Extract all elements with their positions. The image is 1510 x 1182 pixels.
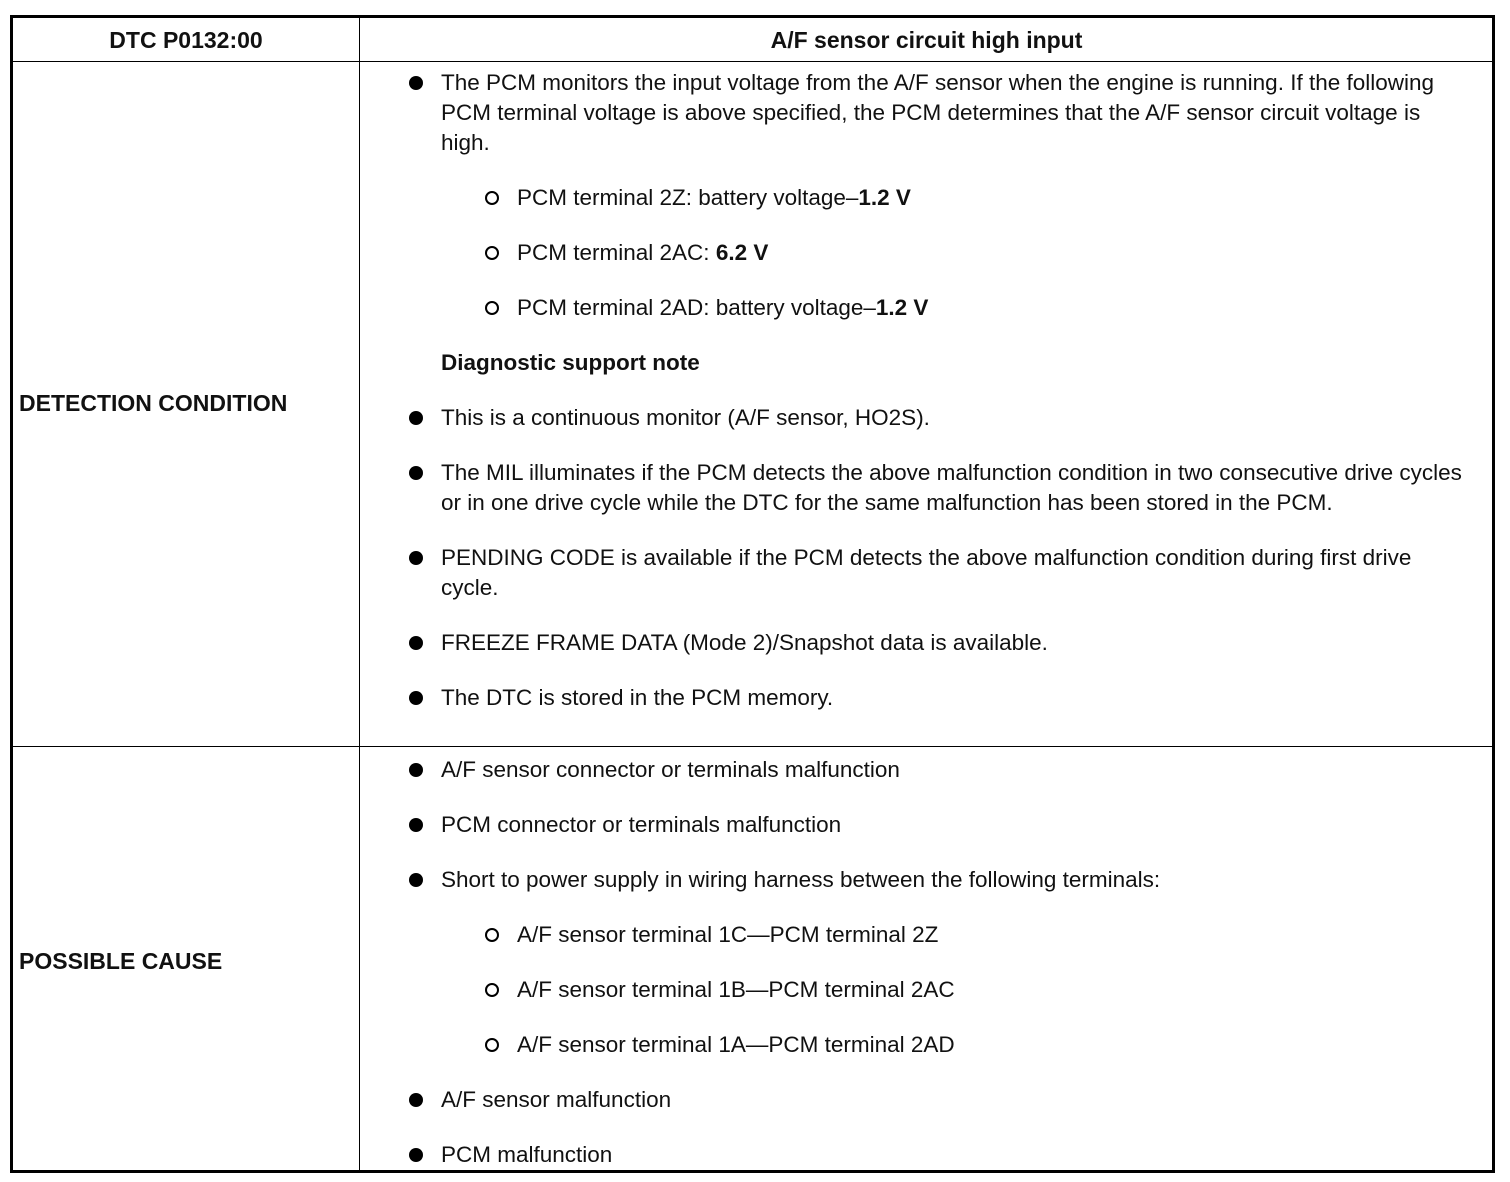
bullet-icon bbox=[409, 551, 423, 565]
bullet-icon bbox=[409, 691, 423, 705]
dtc-title: A/F sensor circuit high input bbox=[770, 27, 1083, 53]
wiring-item bbox=[361, 920, 1492, 950]
terminal-item bbox=[361, 238, 1492, 268]
terminal-value: 1.2 V bbox=[875, 295, 929, 320]
sub-bullet-icon bbox=[485, 191, 499, 205]
possible-cause-label: POSSIBLE CAUSE bbox=[19, 948, 223, 974]
sub-bullet-icon bbox=[485, 246, 499, 260]
cause-text: A/F sensor malfunction bbox=[441, 1087, 672, 1112]
bullet-icon bbox=[409, 76, 423, 90]
bullet-icon bbox=[409, 411, 423, 425]
terminal-item bbox=[361, 293, 1492, 323]
cause-item bbox=[361, 810, 1492, 840]
cause-text: PCM malfunction bbox=[441, 1142, 613, 1167]
detection-intro-text: The PCM monitors the input voltage from the A/F sensor when the engine is running. If the following PCM terminal voltage is above specified, the PCM determines that the A/F sensor circuit voltage is high. bbox=[441, 70, 1435, 155]
detection-condition-content bbox=[361, 68, 1492, 713]
sub-bullet-icon bbox=[485, 301, 499, 315]
bullet-icon bbox=[409, 466, 423, 480]
bullet-icon bbox=[409, 1148, 423, 1162]
note-item bbox=[361, 683, 1492, 713]
cause-item bbox=[361, 865, 1492, 895]
note-text: PENDING CODE is available if the PCM detects the above malfunction condition during first drive cycle. bbox=[441, 545, 1412, 600]
cause-item bbox=[361, 755, 1492, 785]
note-item bbox=[361, 403, 1492, 433]
note-text: The DTC is stored in the PCM memory. bbox=[441, 685, 834, 710]
bullet-icon bbox=[409, 1093, 423, 1107]
row-divider bbox=[13, 746, 1492, 747]
sub-bullet-icon bbox=[485, 1038, 499, 1052]
column-divider bbox=[359, 18, 360, 1170]
bullet-icon bbox=[409, 818, 423, 832]
note-text: FREEZE FRAME DATA (Mode 2)/Snapshot data is available. bbox=[441, 630, 1048, 655]
wiring-text: A/F sensor terminal 1C—PCM terminal 2Z bbox=[517, 922, 939, 947]
note-text: This is a continuous monitor (A/F sensor, HO2S). bbox=[441, 405, 930, 430]
bullet-icon bbox=[409, 636, 423, 650]
note-item bbox=[361, 543, 1492, 603]
detection-intro-item bbox=[361, 68, 1492, 158]
wiring-text: A/F sensor terminal 1B—PCM terminal 2AC bbox=[517, 977, 955, 1002]
note-item bbox=[361, 628, 1492, 658]
dtc-code: DTC P0132:00 bbox=[109, 27, 263, 53]
detection-condition-label: DETECTION CONDITION bbox=[19, 390, 288, 416]
terminal-value: 6.2 V bbox=[715, 240, 769, 265]
wiring-item bbox=[361, 975, 1492, 1005]
terminal-text: PCM terminal 2AD: battery voltage– bbox=[517, 295, 876, 320]
cause-text: Short to power supply in wiring harness between the following terminals: bbox=[441, 867, 1161, 892]
terminal-item bbox=[361, 183, 1492, 213]
wiring-item bbox=[361, 1030, 1492, 1060]
cause-item bbox=[361, 1085, 1492, 1115]
note-item bbox=[361, 458, 1492, 518]
bullet-icon bbox=[409, 763, 423, 777]
sub-bullet-icon bbox=[485, 928, 499, 942]
wiring-text: A/F sensor terminal 1A—PCM terminal 2AD bbox=[517, 1032, 955, 1057]
cause-text: PCM connector or terminals malfunction bbox=[441, 812, 842, 837]
bullet-icon bbox=[409, 873, 423, 887]
sub-bullet-icon bbox=[485, 983, 499, 997]
terminal-value: 1.2 V bbox=[858, 185, 911, 210]
possible-cause-content bbox=[361, 755, 1492, 1170]
terminal-text: PCM terminal 2AC: bbox=[517, 240, 716, 265]
terminal-text: PCM terminal 2Z: battery voltage– bbox=[517, 185, 859, 210]
cause-text: A/F sensor connector or terminals malfunction bbox=[441, 757, 900, 782]
note-text: The MIL illuminates if the PCM detects the above malfunction condition in two consecutive drive cycles or in one drive cycle while the DTC for the same malfunction has been stored in the PCM. bbox=[441, 460, 1462, 515]
diagnostic-support-note-heading: Diagnostic support note bbox=[441, 350, 700, 375]
dtc-table bbox=[10, 15, 1495, 1173]
cause-item bbox=[361, 1140, 1492, 1170]
